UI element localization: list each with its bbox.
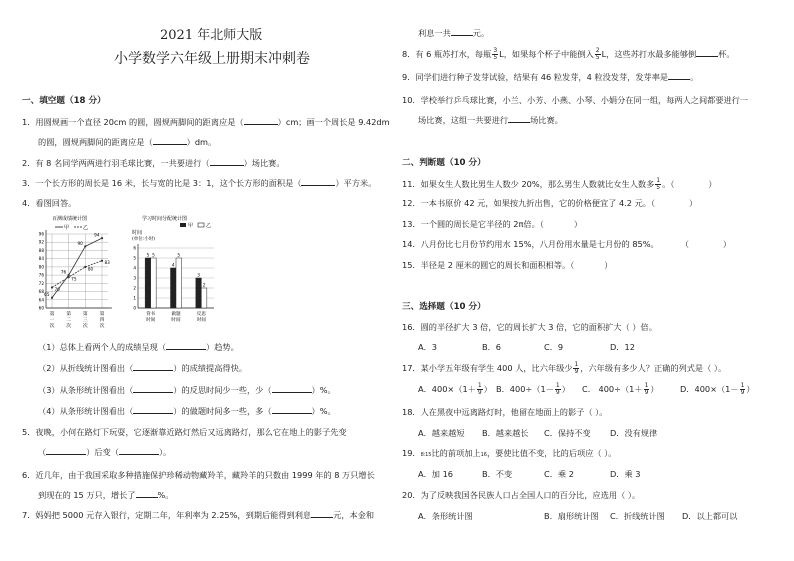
bar-ytick-label: 3: [133, 275, 136, 281]
q3-blank[interactable]: [301, 185, 335, 186]
q4-2-blank[interactable]: [133, 370, 173, 371]
bar-data-label: 3: [197, 272, 200, 278]
q17-option-b[interactable]: B．400÷（1－ $\frac{1}{9}$ ）: [496, 382, 570, 396]
line-xtick-label: 次: [66, 324, 72, 329]
q11: 11．如果女生人数比男生人数少 20%，那么男生人数就比女生人数多 $\frac{1}{5}$ 。（ ）: [402, 177, 717, 191]
q4-4-blank2[interactable]: [272, 413, 312, 414]
q12: 12．一本书原价 42 元，如果按九折出售，它的价格便宜了 4.2 元。（ ）: [402, 198, 698, 208]
q16-option-a[interactable]: A．3: [418, 342, 437, 352]
q7-blank2[interactable]: [451, 35, 473, 36]
line-ytick-label: 92: [38, 239, 44, 245]
q1-line1: 1．用圆规画一个直径 20cm 的圆，圆规两脚间的距离应是（ ）cm；画一个周长是 9.42dm: [22, 117, 390, 127]
line-point: [51, 297, 53, 299]
q20-option-d[interactable]: D．以上都可以: [682, 511, 738, 521]
bar-yi: [176, 258, 182, 308]
line-xtick-label: 第: [82, 312, 88, 317]
q18-option-d[interactable]: D．没有规律: [610, 428, 658, 438]
bar-ytick-label: 5: [133, 255, 136, 261]
q8-fraction1: $\frac{3}{5}$: [493, 47, 498, 61]
bar-data-label: 2: [202, 282, 206, 288]
q18: 18．人在黑夜中远离路灯时，他留在地面上的影子（ ）。: [402, 407, 608, 417]
q9: 9．同学们进行种子发芽试验，结果有 46 粒发芽，4 粒没发芽，发芽率是 。: [402, 72, 699, 82]
bar-legend-yi: 乙: [206, 223, 212, 229]
bar-ytick-label: 1: [133, 295, 136, 301]
line-xtick-label: 二: [66, 318, 72, 323]
q18-option-b[interactable]: B．越来越长: [482, 428, 529, 438]
bar-xtick-label: 时间: [146, 318, 156, 323]
exam-title: 小学数学六年级上册期末冲刺卷: [114, 51, 310, 67]
line-ytick-label: 84: [38, 256, 44, 262]
line-point: [51, 286, 53, 288]
q16: 16．圆的半径扩大 3 倍，它的周长扩大 3 倍，它的面积扩大（ ）倍。: [402, 322, 657, 332]
q19-ratio: 8∶15: [420, 452, 432, 458]
q1-blank2[interactable]: [153, 144, 187, 145]
line-xtick-label: 四: [99, 318, 105, 323]
q18-option-c[interactable]: C．保持不变: [544, 428, 591, 438]
bar-xtick-label: 时间: [196, 318, 206, 323]
bar-ytick-label: 6: [133, 245, 136, 251]
q15: 15．半径是 2 厘米的圆它的周长和面积相等。（ ）: [402, 260, 613, 270]
bar-xtick-label: 时间: [171, 318, 181, 323]
q17-option-d[interactable]: D．400×（1－ $\frac{1}{9}$ ）: [680, 382, 755, 396]
q8: 8．有 6 瓶苏打水，每瓶 $\frac{3}{5}$ L，如果每个杯子中能倒入 $\frac{2}{5}$ L，这些苏打水最多能够倒 杯。: [402, 47, 735, 61]
q5-blank1[interactable]: [46, 454, 86, 455]
bar-data-label: 5: [146, 252, 150, 258]
bar-data-label: 4: [171, 262, 175, 268]
line-data-label: 65: [44, 292, 50, 298]
line-ytick-label: 88: [38, 247, 44, 253]
q6-blank[interactable]: [136, 497, 158, 498]
q1-blank1[interactable]: [244, 124, 278, 125]
bar-xtick-label: 反思: [196, 312, 206, 317]
q16-option-d[interactable]: D．12: [610, 342, 635, 352]
line-ytick-label: 60: [38, 305, 44, 311]
bar-jia: [171, 268, 177, 308]
line-chart-title: 百测成绩统计图: [52, 216, 88, 222]
q18-option-a[interactable]: A．越来越短: [418, 428, 465, 438]
bar-yi: [151, 258, 157, 308]
line-data-label: 76: [60, 269, 67, 275]
q7-blank1[interactable]: [311, 517, 333, 518]
q6-line2: 到现在的 15 万只，增长了 %。: [38, 490, 174, 500]
bar-data-label: 5: [152, 252, 155, 258]
line-xtick-label: 次: [99, 324, 105, 329]
line-xtick-label: 一: [49, 318, 55, 323]
q4-2: （2）从折线统计图看出（ ）的成绩提高得快。: [38, 363, 247, 373]
bar-data-label: 5: [177, 252, 181, 258]
line-data-label: 83: [104, 260, 110, 266]
line-ytick-label: 96: [38, 231, 44, 237]
bar-ytick-label: 0: [133, 305, 136, 311]
q20-option-c[interactable]: C．折线统计图: [610, 511, 665, 521]
bar-legend-jia: 甲: [188, 223, 194, 229]
q20-option-b[interactable]: B．扇形统计图: [544, 511, 599, 521]
q8-fraction2: $\frac{2}{5}$: [595, 47, 600, 61]
legend-yi: 乙: [83, 225, 89, 231]
section-fill-heading: 一、填空题（18 分）: [22, 96, 106, 106]
line-point: [84, 266, 86, 268]
q19-sixteen: 16: [480, 452, 487, 458]
q9-blank[interactable]: [668, 79, 690, 80]
q1-line2: 的圆，圆规两脚间的距离应是（ ）dm。: [38, 137, 217, 147]
bar-chart-ylabel: 时间: [132, 230, 143, 236]
q19-option-a[interactable]: A．加 16: [418, 469, 453, 479]
bar-jia: [145, 258, 151, 308]
bar-jia: [196, 278, 202, 308]
line-point: [68, 274, 70, 276]
section-choice-heading: 三、选择题（10 分）: [402, 302, 486, 312]
q11-fraction: $\frac{1}{5}$: [656, 177, 661, 191]
legend-jia: 甲: [64, 225, 70, 231]
bar-ytick-label: 4: [133, 265, 136, 271]
line-ytick-label: 72: [38, 280, 44, 286]
q16-option-c[interactable]: C．9: [544, 342, 564, 352]
q13: 13．一个圆的周长是它半径的 2π倍。（ ）: [402, 219, 583, 229]
line-xtick-label: 次: [82, 324, 88, 329]
q4-3-blank2[interactable]: [272, 392, 312, 393]
q4-4-blank1[interactable]: [133, 413, 173, 414]
q20: 20．为了反映我国各民族人口占全国人口的百分比，应选用（ ）。: [402, 490, 641, 500]
q14: 14．八月份比七月份节约用水 15%，八月份用水量是七月份的 85%。 （ ）: [402, 239, 732, 249]
q10-line1: 10．学校举行乒乓球比赛，小兰、小芳、小燕、小琴、小娟分在同一组，每两人之间都要进行一: [402, 95, 749, 105]
line-point: [101, 260, 103, 262]
q3: 3．一个长方形的周长是 16 米，长与宽的比是 3：1，这个长方形的面积是（ ）平方米。: [22, 178, 377, 188]
q17: 17．某小学五年级有学生 400 人，比六年级少 $\frac{1}{9}$ ，六年级有多少人？正确的列式是（ ）。: [402, 361, 727, 375]
q17-option-a[interactable]: A．400×（1＋ $\frac{1}{9}$ ）: [418, 382, 492, 396]
line-data-label: 80: [87, 266, 94, 272]
q19-option-c[interactable]: C．乘 2: [544, 469, 574, 479]
line-xtick-label: 第: [66, 312, 72, 317]
q19: 19．8∶15比的前项加上16，要使比值不变，比的后项应（ ）。: [402, 448, 617, 458]
line-ytick-label: 68: [38, 289, 44, 295]
q2: 2．有 8 名同学两两进行羽毛球比赛，一共要进行（ ）场比赛。: [22, 158, 285, 168]
line-point: [84, 245, 86, 247]
q17-fraction: $\frac{1}{9}$: [574, 361, 579, 375]
bar-xtick-label: 背书: [146, 312, 156, 317]
q5-line2: （ ）后变（ ）。: [38, 447, 172, 457]
q4-1-blank[interactable]: [166, 349, 206, 350]
bar-chart-legend: [180, 222, 211, 229]
section-judge-heading: 二、判断题（10 分）: [402, 158, 486, 168]
q4-4: （4）从条形统计图看出（ ）的做题时间多一些，多（ ）%。: [38, 406, 336, 416]
line-xtick-label: 次: [49, 324, 55, 329]
q7-line2: 利息一共 元。: [418, 28, 490, 38]
q4-heading: 4．看图回答。: [22, 198, 77, 208]
q2-blank[interactable]: [210, 165, 244, 166]
line-chart: [30, 212, 126, 332]
q20-option-a[interactable]: A．条形统计图: [418, 511, 473, 521]
line-ytick-label: 64: [38, 297, 44, 303]
line-xtick-label: 三: [82, 318, 88, 323]
q10-blank[interactable]: [508, 122, 530, 123]
q4-3-blank1[interactable]: [133, 392, 173, 393]
q4-1: （1）总体上看两个人的成绩呈现（ ）趋势。: [38, 342, 239, 352]
q5-line1: 5．夜晚，小何在路灯下玩耍，它逐渐靠近路灯然后又远离路灯，那么它在地上的影子先变: [22, 427, 347, 437]
q16-option-b[interactable]: B．6: [482, 342, 502, 352]
line-point: [101, 237, 103, 239]
bar-chart: [128, 212, 224, 332]
line-chart-legend: [55, 224, 88, 231]
q19-option-d[interactable]: D．乘 3: [610, 469, 641, 479]
line-data-label: 70: [54, 286, 60, 292]
line-ytick-label: 80: [38, 264, 44, 270]
line-data-label: 90: [77, 240, 83, 246]
bar-xtick-label: 做题: [171, 312, 181, 317]
exam-title-year: 2021 年北师大版: [160, 28, 263, 43]
bar-ytick-label: 2: [133, 285, 136, 291]
line-xtick-label: 第: [99, 312, 105, 317]
q10-line2: 场比赛，这组一共要进行 场比赛。: [418, 115, 563, 125]
line-ytick-label: 76: [38, 272, 44, 278]
q4-3: （3）从条形统计图看出（ ）的反思时间少一些，少（ ）%。: [38, 385, 336, 395]
bar-chart-yunit: (单位:小时): [132, 237, 156, 242]
q19-option-b[interactable]: B．不变: [482, 469, 513, 479]
q17-option-c[interactable]: C． 400÷（1＋ $\frac{1}{9}$ ）: [582, 382, 659, 396]
q5-blank2[interactable]: [119, 454, 159, 455]
line-data-label: 75: [71, 276, 77, 282]
bar-yi: [201, 288, 207, 308]
line-xtick-label: 第: [49, 312, 55, 317]
q8-blank[interactable]: [696, 56, 718, 57]
q7-line1: 7．妈妈把 5000 元存入银行，定期二年，年利率为 2.25%，到期后能得到利息 元，本金和: [22, 510, 375, 520]
q6-line1: 6．近几年，由于我国采取多种措施保护珍稀动物藏羚羊，藏羚羊的只数由 1999 年的 8 万只增长: [22, 470, 375, 480]
line-point: [68, 276, 70, 278]
line-data-label: 94: [94, 232, 100, 238]
bar-chart-title: 学习时间分配统计图: [142, 216, 188, 222]
